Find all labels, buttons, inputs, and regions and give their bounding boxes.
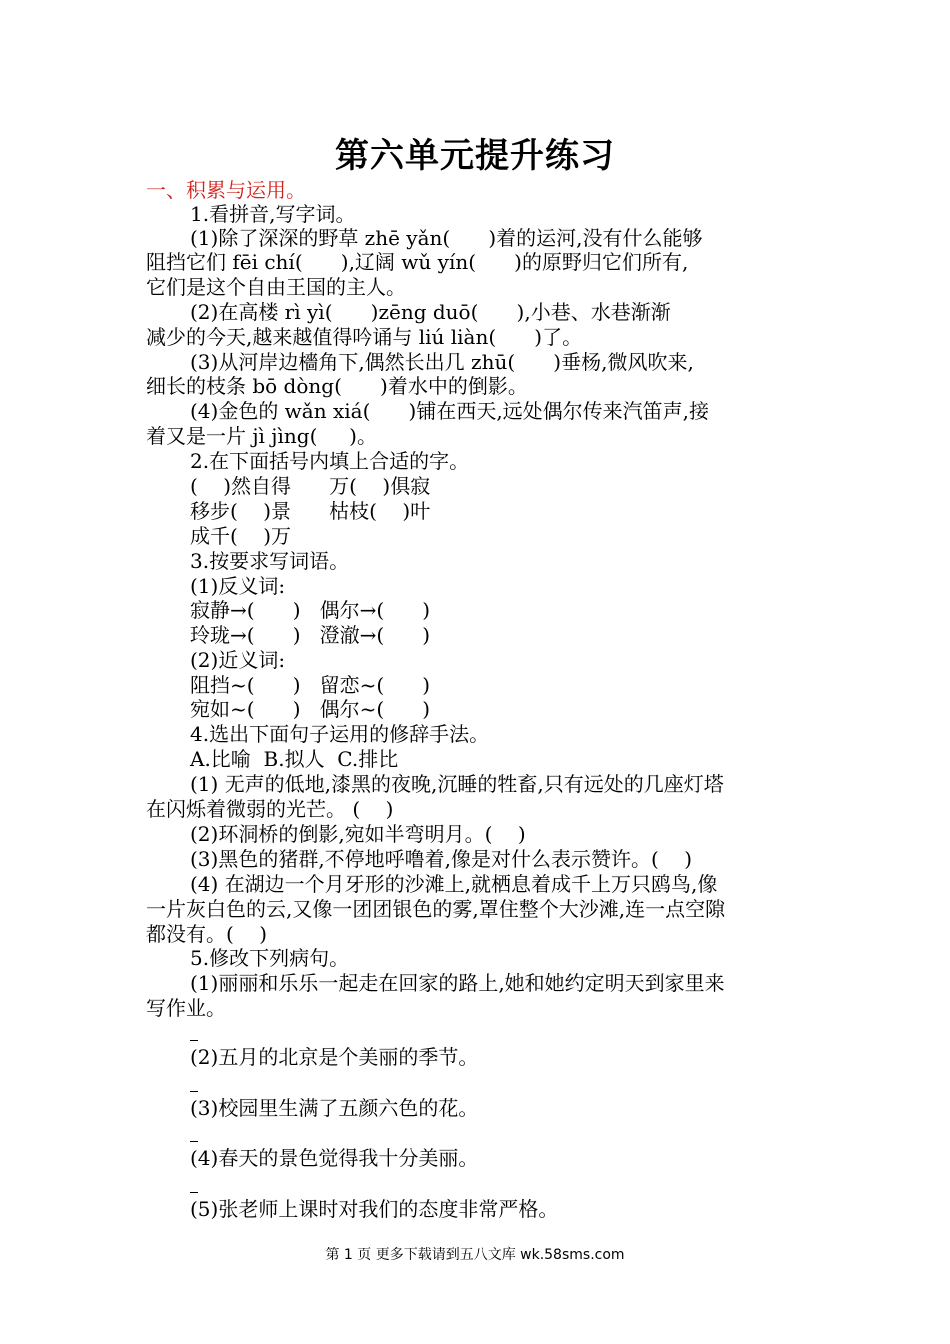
text-line: 寂静→( ) 偶尔→( ) (190, 598, 431, 622)
text-line: 玲珑→( ) 澄澈→( ) (190, 623, 431, 647)
page-footer: 第 1 页 更多下载请到五八文库 wk.58sms.com (325, 1247, 625, 1263)
text-line: (5)张老师上课时对我们的态度非常严格。 (190, 1197, 559, 1221)
text-line: (1)反义词: (190, 574, 286, 598)
text-line: 都没有。( ) (146, 922, 268, 946)
answer-line (190, 1091, 198, 1092)
text-line: (3)黑色的猪群,不停地呼噜着,像是对什么表示赞许。( ) (190, 847, 693, 871)
text-line: (1)丽丽和乐乐一起走在回家的路上,她和她约定明天到家里来 (190, 971, 725, 995)
text-line: 移步( )景 枯枝( )叶 (190, 499, 431, 523)
question-5-title: 5.修改下列病句。 (190, 946, 350, 970)
text-line: 细长的枝条 bō dòng( )着水中的倒影。 (146, 374, 528, 398)
answer-line (190, 1141, 198, 1142)
question-2-title: 2.在下面括号内填上合适的字。 (190, 449, 470, 473)
answer-line (190, 1192, 198, 1193)
question-4-title: 4.选出下面句子运用的修辞手法。 (190, 722, 490, 746)
text-line: 成千( )万 (190, 524, 292, 548)
text-line: 减少的今天,越来越值得吟诵与 liú liàn( )了。 (146, 325, 583, 349)
question-1-title: 1.看拼音,写字词。 (190, 202, 356, 226)
text-line: 一片灰白色的云,又像一团团银色的雾,罩住整个大沙滩,连一点空隙 (146, 897, 726, 921)
text-line: 阻挡它们 fēi chí( ),辽阔 wǔ yín( )的原野归它们所有, (146, 250, 689, 274)
text-line: 它们是这个自由王国的主人。 (146, 275, 406, 299)
text-line: (1)除了深深的野草 zhē yǎn( )着的运河,没有什么能够 (190, 226, 703, 250)
text-line: (2)近义词: (190, 648, 286, 672)
text-line: (1) 无声的低地,漆黑的夜晚,沉睡的牲畜,只有远处的几座灯塔 (190, 772, 724, 796)
text-line: 宛如~( ) 偶尔~( ) (190, 697, 431, 721)
text-line: ( )然自得 万( )俱寂 (190, 474, 431, 498)
question-3-title: 3.按要求写词语。 (190, 549, 350, 573)
answer-line (190, 1040, 198, 1041)
text-line: (3)从河岸边檣角下,偶然长出几 zhū( )垂杨,微风吹来, (190, 350, 694, 374)
text-line: (4)金色的 wǎn xiá( )铺在西天,远处偶尔传来汽笛声,接 (190, 399, 710, 423)
text-line: 阻挡~( ) 留恋~( ) (190, 673, 431, 697)
text-line: A.比喻 B.拟人 C.排比 (190, 747, 399, 771)
text-line: (4) 在湖边一个月牙形的沙滩上,就栖息着成千上万只鸥鸟,像 (190, 872, 718, 896)
text-line: (2)五月的北京是个美丽的季节。 (190, 1045, 479, 1069)
text-line: (3)校园里生满了五颜六色的花。 (190, 1096, 479, 1120)
page-title: 第六单元提升练习 (335, 136, 615, 176)
section-heading: 一、积累与运用。 (146, 178, 306, 202)
text-line: 写作业。 (146, 996, 226, 1020)
text-line: (2)环洞桥的倒影,宛如半弯明月。( ) (190, 822, 526, 846)
text-line: 着又是一片 jì jìng( )。 (146, 424, 377, 448)
text-line: 在闪烁着微弱的光芒。 ( ) (146, 797, 394, 821)
text-line: (2)在高楼 rì yì( )zēng duō( ),小巷、水巷渐渐 (190, 300, 671, 324)
text-line: (4)春天的景色觉得我十分美丽。 (190, 1146, 479, 1170)
